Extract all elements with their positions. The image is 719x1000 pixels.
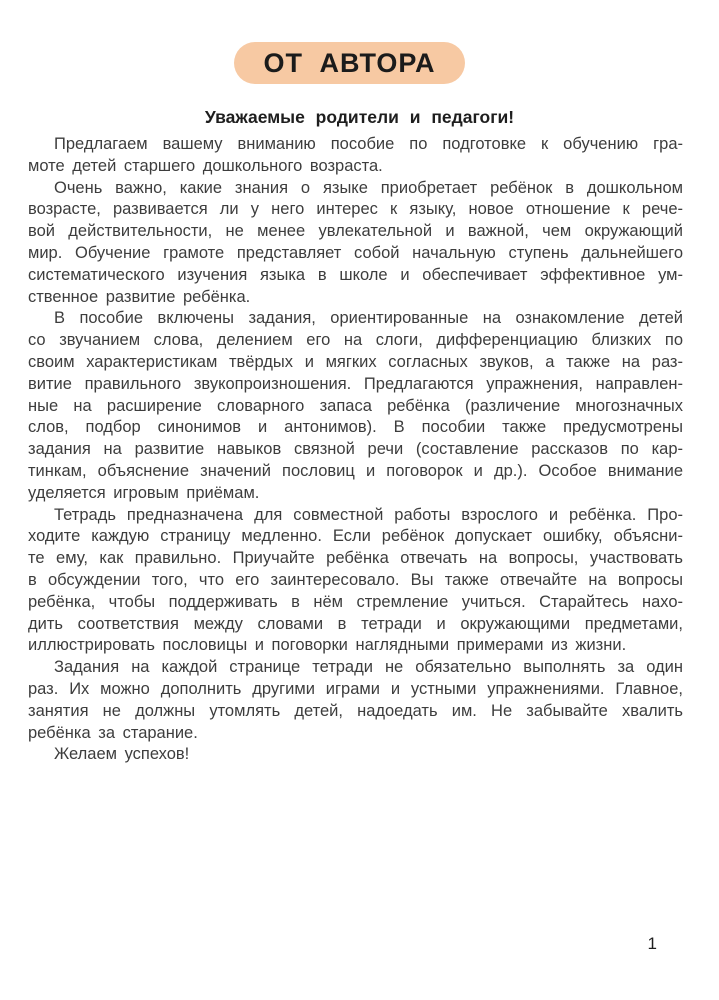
body-text bbox=[28, 134, 683, 766]
text-line: ные на расширение словарного запаса ребёнка (различение многозначных bbox=[28, 396, 683, 415]
page-number: 1 bbox=[647, 934, 657, 953]
text-line: возрасте, развивается ли у него интерес к языку, новое отношение к рече- bbox=[28, 200, 683, 219]
text-line: ходите каждую страницу медленно. Если ребёнок допускает ошибку, объясни- bbox=[28, 527, 683, 546]
text-line: Тетрадь предназначена для совместной работы взрослого и ребёнка. Про- bbox=[54, 505, 683, 524]
section-badge bbox=[234, 42, 466, 84]
text-line: раз. Их можно дополнить другими играми и устными упражнениями. Главное, bbox=[28, 679, 683, 698]
text-line: иллюстрировать пословицы и поговорки наглядными примерами из жизни. bbox=[28, 636, 627, 655]
text-line: Желаем успехов! bbox=[54, 745, 190, 764]
text-line: Предлагаем вашему вниманию пособие по подготовке к обучению гра- bbox=[54, 135, 683, 153]
section-badge-label: ОТ АВТОРА bbox=[263, 48, 436, 78]
text-line: в обсуждении того, что его заинтересовало. Вы также отвечайте на вопросы bbox=[28, 570, 683, 589]
text-line: слов, подбор синонимов и антонимов). В пособии также предусмотрены bbox=[28, 418, 683, 437]
text-line: уделяется игровым приёмам. bbox=[28, 483, 260, 502]
text-line: тинкам, объяснение значений пословиц и поговорок и др.). Особое внимание bbox=[28, 461, 683, 480]
text-line: дить соответствия между словами в тетради и окружающими предметами, bbox=[28, 614, 683, 633]
text-line: со звучанием слова, делением его на слоги, дифференциацию близких по bbox=[28, 331, 683, 350]
page-heading: Уважаемые родители и педагоги! bbox=[204, 107, 515, 127]
text-line: задания на развитие навыков связной речи (составление рассказов по кар- bbox=[28, 440, 683, 459]
text-line: систематического изучения языка в школе и обеспечивает эффективное ум- bbox=[28, 265, 683, 284]
text-line: мир. Обучение грамоте представляет собой начальную ступень дальнейшего bbox=[28, 243, 683, 262]
text-line: ребёнка за старание. bbox=[28, 723, 198, 742]
text-line: занятия не должны утомлять детей, надоедать им. Не забывайте хвалить bbox=[28, 701, 683, 720]
text-line: моте детей старшего дошкольного возраста. bbox=[28, 156, 383, 175]
text-line: те ему, как правильно. Приучайте ребёнка отвечать на вопросы, участвовать bbox=[28, 549, 683, 568]
text-line: витие правильного звукопроизношения. Предлагаются упражнения, направлен- bbox=[28, 374, 683, 393]
text-line: ребёнка, чтобы поддерживать в нём стремление учиться. Старайтесь нахо- bbox=[28, 592, 683, 611]
text-line: Задания на каждой странице тетради не обязательно выполнять за один bbox=[54, 658, 683, 677]
text-line: Очень важно, какие знания о языке приобретает ребёнок в дошкольном bbox=[54, 178, 683, 197]
text-line: своим характеристикам твёрдых и мягких согласных звуков, а также на раз- bbox=[28, 352, 683, 371]
text-line: ственное развитие ребёнка. bbox=[28, 287, 251, 306]
text-line: вой действительности, не менее увлекательной и важной, чем окружающий bbox=[28, 222, 683, 241]
text-line: В пособие включены задания, ориентированные на ознакомление детей bbox=[54, 309, 683, 328]
